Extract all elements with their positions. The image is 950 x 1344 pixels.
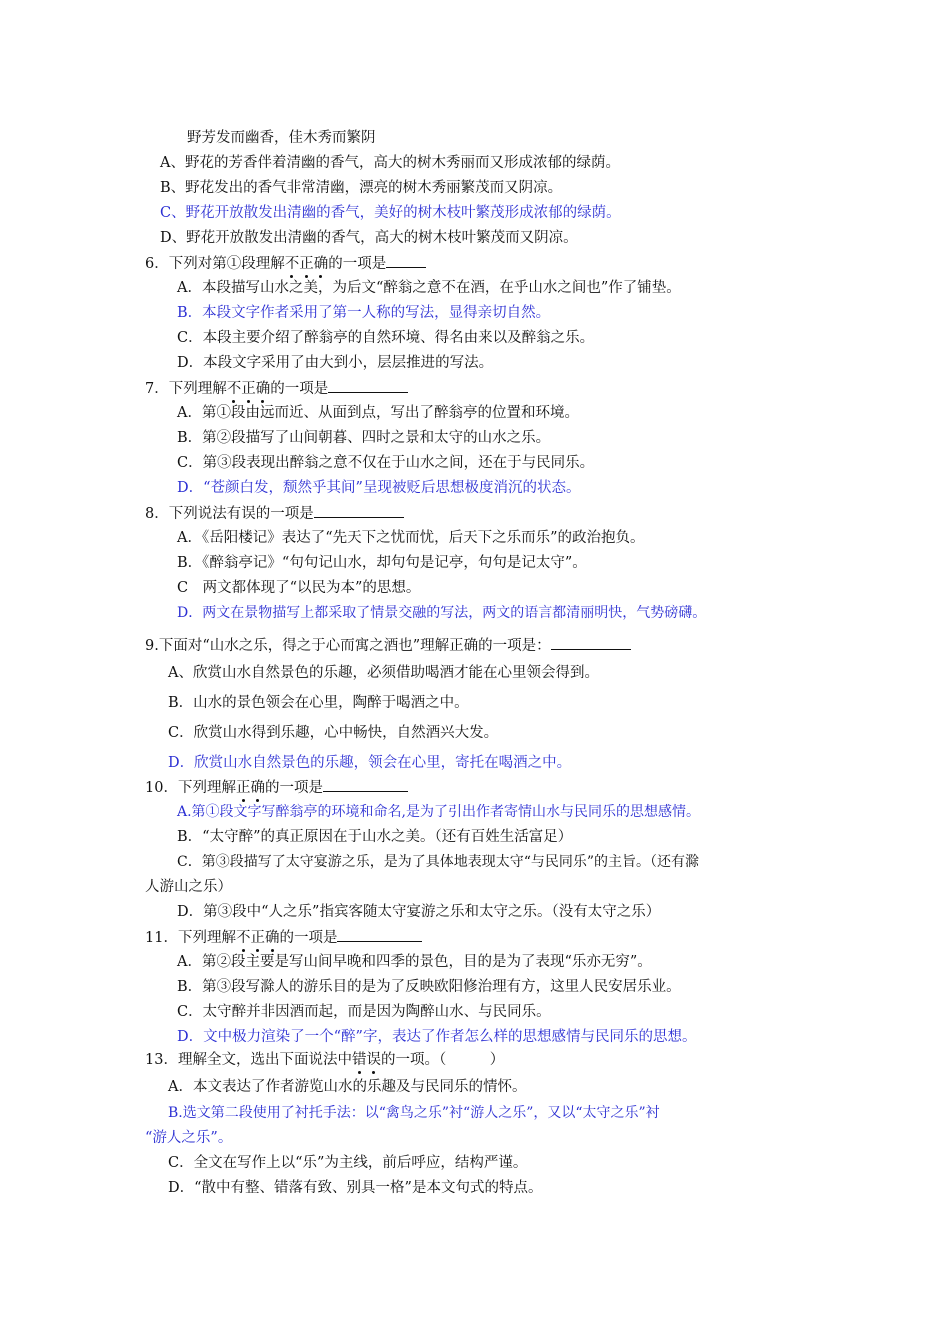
q8-option-b: B．《醉翁亭记》“句句记山水，却句句是记亭，句句是记太守”。 bbox=[177, 555, 587, 571]
q6-option-a: A．本段描写山水之美，为后文“醉翁之意不在酒，在乎山水之间也”作了铺垫。 bbox=[177, 280, 681, 296]
q8-stem bbox=[145, 503, 404, 524]
q6-stem bbox=[145, 253, 426, 274]
q8-option-c: C 两文都体现了“以民为本”的思想。 bbox=[177, 580, 421, 596]
q13-stem-text: 13．理解全文，选出下面说法中 bbox=[145, 1052, 352, 1068]
q7-stem-text: 7．下列理解 bbox=[145, 381, 227, 397]
q9-option-a: A、欣赏山水自然景色的乐趣，必须借助喝酒才能在心里领会得到。 bbox=[168, 665, 599, 681]
q10-option-c: C．第③段描写了太守宴游之乐，是为了具体地表现太守“与民同乐”的主旨。（还有滁 bbox=[177, 854, 700, 870]
emphasis-dot-char: 确 bbox=[250, 780, 265, 796]
q9-option-b: B．山水的景色领会在心里，陶醉于喝酒之中。 bbox=[168, 695, 469, 711]
q6-option-d: D．本段文字采用了由大到小，层层推进的写法。 bbox=[177, 355, 494, 371]
answer-blank bbox=[314, 503, 404, 518]
emphasis-dot-char: 确 bbox=[313, 256, 329, 272]
q11-stem bbox=[145, 927, 422, 948]
q11-option-b: B．第③段写滁人的游乐目的是为了反映欧阳修治理有方，这里人民安居乐业。 bbox=[177, 979, 681, 995]
emphasis-dot-char: 误 bbox=[366, 1052, 381, 1068]
q7-option-a: A．第①段由远而近、从面到点，写出了醉翁亭的位置和环境。 bbox=[177, 405, 579, 421]
answer-blank bbox=[386, 253, 426, 268]
q5-option-d: D、野花开放散发出清幽的香气，高大的树木枝叶繁茂而又阴凉。 bbox=[160, 230, 578, 246]
answer-blank bbox=[323, 777, 408, 792]
emphasis-dot-char: 不 bbox=[235, 930, 251, 946]
q13-option-b-continued: “游人之乐”。 bbox=[145, 1130, 233, 1146]
q7-option-c: C．第③段表现出醉翁之意不仅在于山水之间，还在于与民同乐。 bbox=[177, 455, 595, 471]
answer-blank bbox=[337, 927, 422, 942]
emphasis-dot-char: 确 bbox=[264, 930, 280, 946]
emphasis-dot-char: 正 bbox=[235, 780, 251, 796]
q13-option-a: A．本文表达了作者游览山水的乐趣及与民同乐的情怀。 bbox=[168, 1079, 527, 1095]
q5-stem: 野芳发而幽香，佳木秀而繁阴 bbox=[187, 130, 376, 146]
q8-option-a: A．《岳阳楼记》表达了“先天下之忧而忧，后天下之乐而乐”的政治抱负。 bbox=[177, 530, 645, 546]
q10-stem-text: 的一项是 bbox=[264, 780, 323, 796]
q9-option-c: C．欣赏山水得到乐趣，心中畅快，自然酒兴大发。 bbox=[168, 725, 499, 741]
emphasis-dot-char: 正 bbox=[299, 256, 314, 272]
q13-option-b-answer: B.选文第二段使用了衬托手法：以“禽鸟之乐”衬“游人之乐”，又以“太守之乐”衬 bbox=[168, 1105, 660, 1121]
q10-option-b: B．“太守醉”的真正原因在于山水之美。（还有百姓生活富足） bbox=[177, 829, 573, 845]
q10-option-a-answer: A.第①段文字写醉翁亭的环境和命名,是为了引出作者寄情山水与民同乐的思想感情。 bbox=[177, 804, 701, 820]
emphasis-dot-char: 正 bbox=[241, 381, 256, 397]
emphasis-dot-char: 确 bbox=[255, 381, 271, 397]
q11-stem-text: 的一项是 bbox=[279, 930, 338, 946]
q7-stem bbox=[145, 378, 408, 399]
q7-stem-text: 的一项是 bbox=[270, 381, 329, 397]
q6-option-c: C．本段主要介绍了醉翁亭的自然环境、得名由来以及醉翁之乐。 bbox=[177, 330, 595, 346]
q7-option-d-answer: D．“苍颜白发，颓然乎其间”呈现被贬后思想极度消沉的状态。 bbox=[177, 480, 581, 496]
emphasis-dot-char: 不 bbox=[284, 256, 300, 272]
q6-option-b-answer: B．本段文字作者采用了第一人称的写法，显得亲切自然。 bbox=[177, 305, 551, 321]
q6-stem-text: 的一项是 bbox=[328, 256, 387, 272]
q10-stem-text: 10．下列理解 bbox=[145, 780, 236, 796]
q11-option-a: A．第②段主要是写山间早晚和四季的景色，目的是为了表现“乐亦无穷”。 bbox=[177, 954, 652, 970]
answer-blank bbox=[551, 635, 631, 650]
emphasis-dot-char: 不 bbox=[226, 381, 242, 397]
q13-option-c: C．全文在写作上以“乐”为主线，前后呼应，结构严谨。 bbox=[168, 1155, 528, 1171]
q5-option-b: B、野花发出的香气非常清幽，漂亮的树木秀丽繁茂而又阴凉。 bbox=[160, 180, 563, 196]
q9-stem-text: 9.下面对“山水之乐，得之于心而寓之酒也”理解正确的一项是： bbox=[145, 638, 551, 654]
answer-blank bbox=[328, 378, 408, 393]
q13-option-d: D．“散中有整、错落有致、别具一格”是本文句式的特点。 bbox=[168, 1180, 543, 1196]
q13-stem-text: 的一项。（ ） bbox=[380, 1052, 505, 1068]
q7-option-b: B．第②段描写了山间朝暮、四时之景和太守的山水之乐。 bbox=[177, 430, 551, 446]
q9-stem bbox=[145, 635, 631, 656]
q10-option-d: D．第③段中“人之乐”指宾客随太守宴游之乐和太守之乐。（没有太守之乐） bbox=[177, 904, 661, 920]
q10-option-c-continued: 人游山之乐） bbox=[145, 879, 232, 895]
q13-stem bbox=[145, 1050, 504, 1070]
q6-stem-text: 6．下列对第①段理解 bbox=[145, 256, 285, 272]
q11-stem-text: 11．下列理解 bbox=[145, 930, 236, 946]
q11-option-c: C．太守醉并非因酒而起，而是因为陶醉山水、与民同乐。 bbox=[177, 1004, 551, 1020]
q5-option-a: A、野花的芳香伴着清幽的香气，高大的树木秀丽而又形成浓郁的绿荫。 bbox=[160, 155, 620, 171]
q9-option-d-answer: D．欣赏山水自然景色的乐趣，领会在心里，寄托在喝酒之中。 bbox=[168, 755, 572, 771]
emphasis-dot-char: 错 bbox=[351, 1052, 367, 1068]
q8-stem-text: 8．下列说法有误的一项是 bbox=[145, 506, 314, 522]
q8-option-d-answer: D．两文在景物描写上都采取了情景交融的写法，两文的语言都清丽明快，气势磅礴。 bbox=[177, 605, 707, 621]
q5-option-c-answer: C、野花开放散发出清幽的香气，美好的树木枝叶繁茂形成浓郁的绿荫。 bbox=[160, 205, 621, 221]
q10-stem bbox=[145, 777, 408, 798]
emphasis-dot-char: 正 bbox=[250, 930, 265, 946]
q11-option-d-answer: D．文中极力渲染了一个“醉”字，表达了作者怎么样的思想感情与民同乐的思想。 bbox=[177, 1029, 697, 1045]
